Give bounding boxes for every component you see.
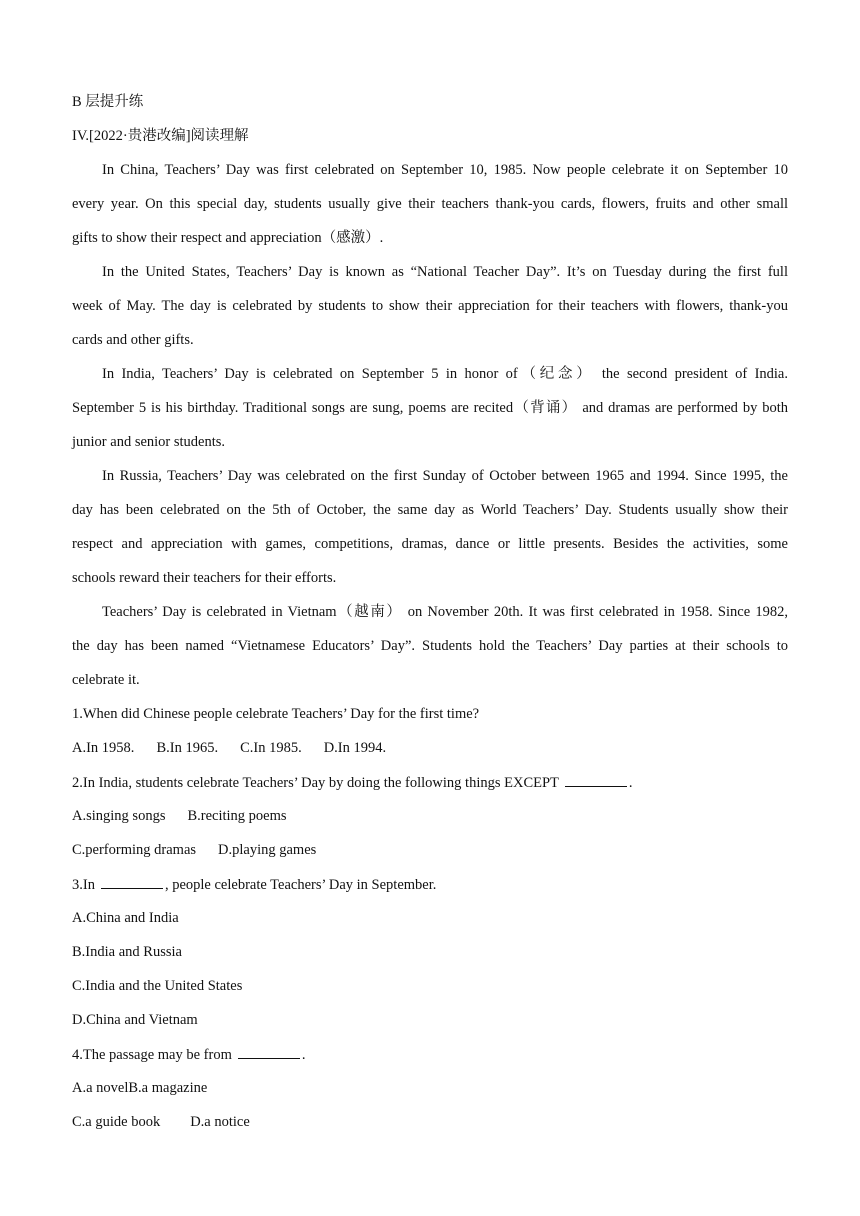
q4-option-a[interactable]: A.a novel (72, 1080, 129, 1096)
q3-option-c[interactable]: C.India and the United States (72, 978, 243, 994)
question-4-options-row1 (72, 1078, 788, 1098)
passage-line: week of May. The day is celebrated by students to show their appreciation for their teachers with flowers, thank-you (72, 298, 788, 314)
q1-option-d[interactable]: D.In 1994. (323, 740, 387, 756)
question-2-stem (72, 772, 788, 793)
passage-line: junior and senior students. (72, 434, 226, 450)
q2-option-b[interactable]: B.reciting poems (187, 808, 287, 824)
question-1-stem: 1.When did Chinese people celebrate Teachers’ Day for the first time? (72, 706, 480, 722)
question-2-options-row2 (72, 840, 788, 860)
q4-stem-end: . (301, 1047, 306, 1063)
exercise-title: IV.[2022·贵港改编]阅读理解 (72, 128, 249, 144)
passage-line: every year. On this special day, students usually give their teachers thank-you cards, flowers, fruits and other small (72, 196, 788, 212)
passage-line: In Russia, Teachers’ Day was celebrated on the first Sunday of October between 1965 and 1994. Since 1995, the (102, 468, 788, 484)
passage-line: In India, Teachers’ Day is celebrated on September 5 in honor of（纪念） the second president of India. (102, 366, 788, 382)
q4-option-b[interactable]: B.a magazine (128, 1080, 208, 1096)
q2-stem-end: . (628, 775, 633, 791)
section-label: B 层提升练 (72, 94, 144, 110)
passage-line: gifts to show their respect and appreciation（感激）. (72, 230, 384, 246)
passage-line: cards and other gifts. (72, 332, 194, 348)
q2-option-d[interactable]: D.playing games (218, 842, 317, 858)
q3-option-a[interactable]: A.China and India (72, 910, 179, 926)
q2-option-c[interactable]: C.performing dramas (72, 842, 197, 858)
passage-line: the day has been named “Vietnamese Educators’ Day”. Students hold the Teachers’ Day parties at their schools to (72, 638, 788, 654)
question-4-options-row2 (72, 1112, 788, 1132)
answer-blank[interactable] (238, 1044, 300, 1059)
q4-option-d[interactable]: D.a notice (190, 1114, 250, 1130)
q1-option-c[interactable]: C.In 1985. (240, 740, 302, 756)
answer-blank[interactable] (101, 874, 163, 889)
passage-line: celebrate it. (72, 672, 140, 688)
q3-option-d[interactable]: D.China and Vietnam (72, 1012, 198, 1028)
q4-option-c[interactable]: C.a guide book (72, 1114, 161, 1130)
q2-option-a[interactable]: A.singing songs (72, 808, 166, 824)
passage-line: respect and appreciation with games, competitions, dramas, dance or little presents. Besides the activities, some (72, 536, 788, 552)
passage-line: In the United States, Teachers’ Day is known as “National Teacher Day”. It’s on Tuesday during the first full (102, 264, 788, 280)
question-4-stem (72, 1044, 788, 1065)
passage-line: In China, Teachers’ Day was first celebrated on September 10, 1985. Now people celebrate it on September 10 (102, 162, 788, 178)
passage-line: day has been celebrated on the 5th of October, the same day as World Teachers’ Day. Students usually show their (72, 502, 788, 518)
question-2-options-row1 (72, 806, 788, 826)
q1-option-a[interactable]: A.In 1958. (72, 740, 135, 756)
q2-stem-text: 2.In India, students celebrate Teachers’ Day by doing the following things EXCEPT (72, 775, 559, 791)
passage-line: schools reward their teachers for their efforts. (72, 570, 337, 586)
q3-option-b[interactable]: B.India and Russia (72, 944, 182, 960)
question-1-options (72, 738, 788, 758)
answer-blank[interactable] (565, 772, 627, 787)
passage-line: September 5 is his birthday. Traditional songs are sung, poems are recited（背诵） and dramas are performed by both (72, 400, 788, 416)
q1-option-b[interactable]: B.In 1965. (156, 740, 219, 756)
q3-stem-end: , people celebrate Teachers’ Day in September. (164, 877, 437, 893)
question-3-stem (72, 874, 788, 895)
passage-line: Teachers’ Day is celebrated in Vietnam（越南） on November 20th. It was first celebrated in 1958. Since 1982, (102, 604, 788, 620)
q3-stem-text: 3.In (72, 877, 95, 893)
q4-stem-text: 4.The passage may be from (72, 1047, 232, 1063)
